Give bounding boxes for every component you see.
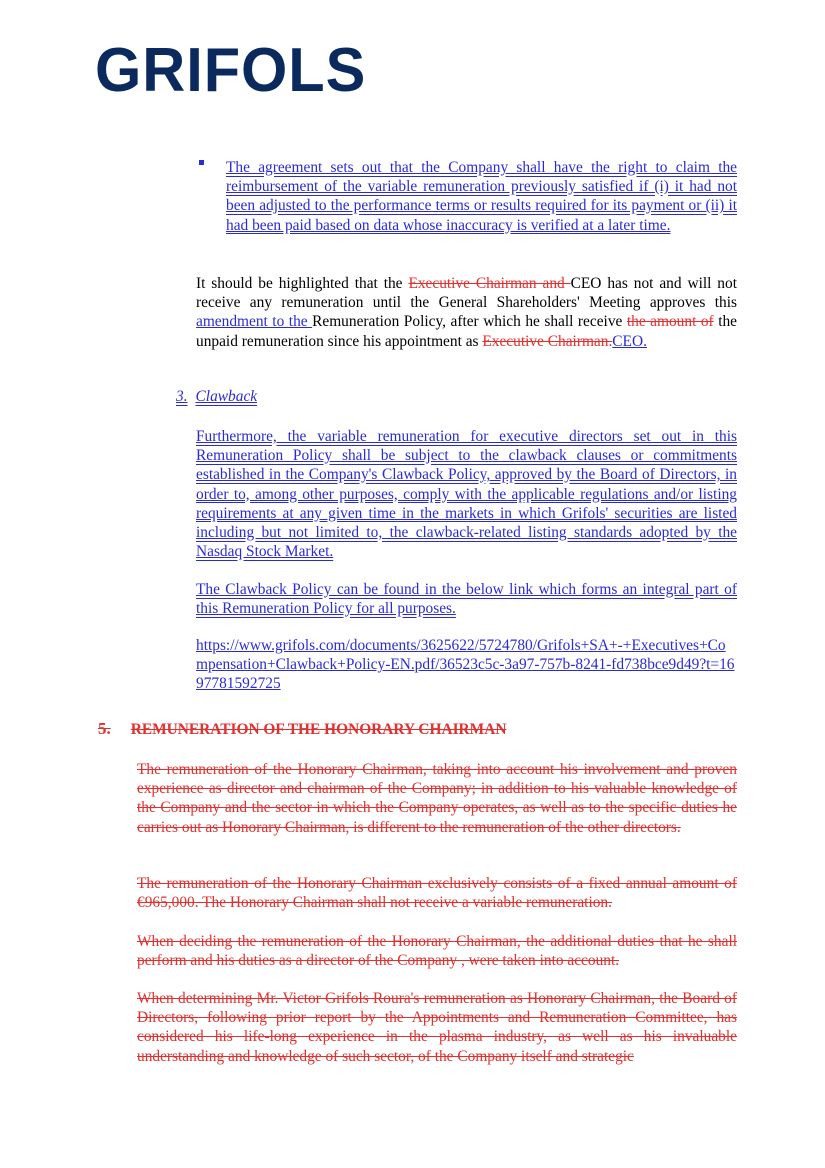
- clawback-paragraph-2: The Clawback Policy can be found in the below link which forms an integral part of this Remuneration Policy for all purposes.: [196, 581, 737, 618]
- section-number: 3.: [176, 388, 188, 405]
- section-5-heading: [98, 719, 506, 739]
- inserted-text: CEO.: [612, 332, 647, 350]
- section-number: 5.: [98, 719, 111, 738]
- text-run: CEO has not and will not receive any remuneration until the General Shareholders' Meeting approves this: [196, 275, 737, 312]
- honorary-paragraph-4: When determining Mr. Victor Grifols Roura's remuneration as Honorary Chairman, the Board of Directors, following prior report by the Appointments and Remuneration Committee, has considered his life-long experience in the plasma industry, as well as his invaluable understanding and knowledge of such sector, of the Company itself and strategic: [137, 990, 737, 1065]
- section-3-heading: [176, 388, 257, 406]
- honorary-paragraph-3: When deciding the remuneration of the Honorary Chairman, the additional duties that he shall perform and his duties as a director of the Company , were taken into account.: [137, 933, 737, 970]
- deleted-text: the amount of: [626, 313, 714, 331]
- honorary-paragraph-1: The remuneration of the Honorary Chairman, taking into account his involvement and proven experience as director and chairman of the Company; in addition to his valuable knowledge of the Company and the sector in which the Company operates, as well as to the specific duties he carries out as Honorary Chairman, is different to the remuneration of the other directors.: [137, 761, 737, 836]
- inserted-text: amendment to the: [196, 313, 313, 331]
- section-title: REMUNERATION OF THE HONORARY CHAIRMAN: [130, 721, 507, 738]
- clawback-policy-link[interactable]: https://www.grifols.com/documents/3625622/5724780/Grifols+SA+-+Executives+Compensation+Clawback+Policy-EN.pdf/36523c5c-3a97-757b-8241-fd738bce9d49?t=1697781592725: [196, 637, 735, 693]
- section-title: Clawback: [195, 388, 258, 405]
- clawback-paragraph-1: Furthermore, the variable remuneration for executive directors set out in this Remuneration Policy shall be subject to the clawback clauses or commitments established in the Company's Clawback Policy, approved by the Board of Directors, in order to, among other purposes, comply with the applicable regulations and/or listing requirements at any given time in the markets in which Grifols' securities are listed including but not limited to, the clawback-related listing standards adopted by the Nasdaq Stock Market.: [196, 428, 737, 561]
- text-run: Remuneration Policy, after which he shall receive: [312, 313, 627, 331]
- text-run: the unpaid remuneration since his appointment as: [196, 313, 737, 350]
- grifols-logo: GRIFOLS: [95, 36, 367, 105]
- deleted-text: Executive Chairman.: [482, 332, 613, 350]
- bullet-paragraph: The agreement sets out that the Company shall have the right to claim the reimbursement of the variable remuneration previously satisfied if (i) it had not been adjusted to the performance terms or results required for its payment or (ii) it had been paid based on data whose inaccuracy is verified at a later time.: [226, 159, 737, 234]
- deleted-text: Executive Chairman and: [408, 275, 571, 292]
- ceo-remuneration-paragraph: [196, 274, 737, 351]
- text-run: It should be highlighted that the: [196, 275, 409, 292]
- bullet-icon: [199, 160, 204, 165]
- honorary-paragraph-2: The remuneration of the Honorary Chairman exclusively consists of a fixed annual amount of €965,000. The Honorary Chairman shall not receive a variable remuneration.: [137, 875, 737, 912]
